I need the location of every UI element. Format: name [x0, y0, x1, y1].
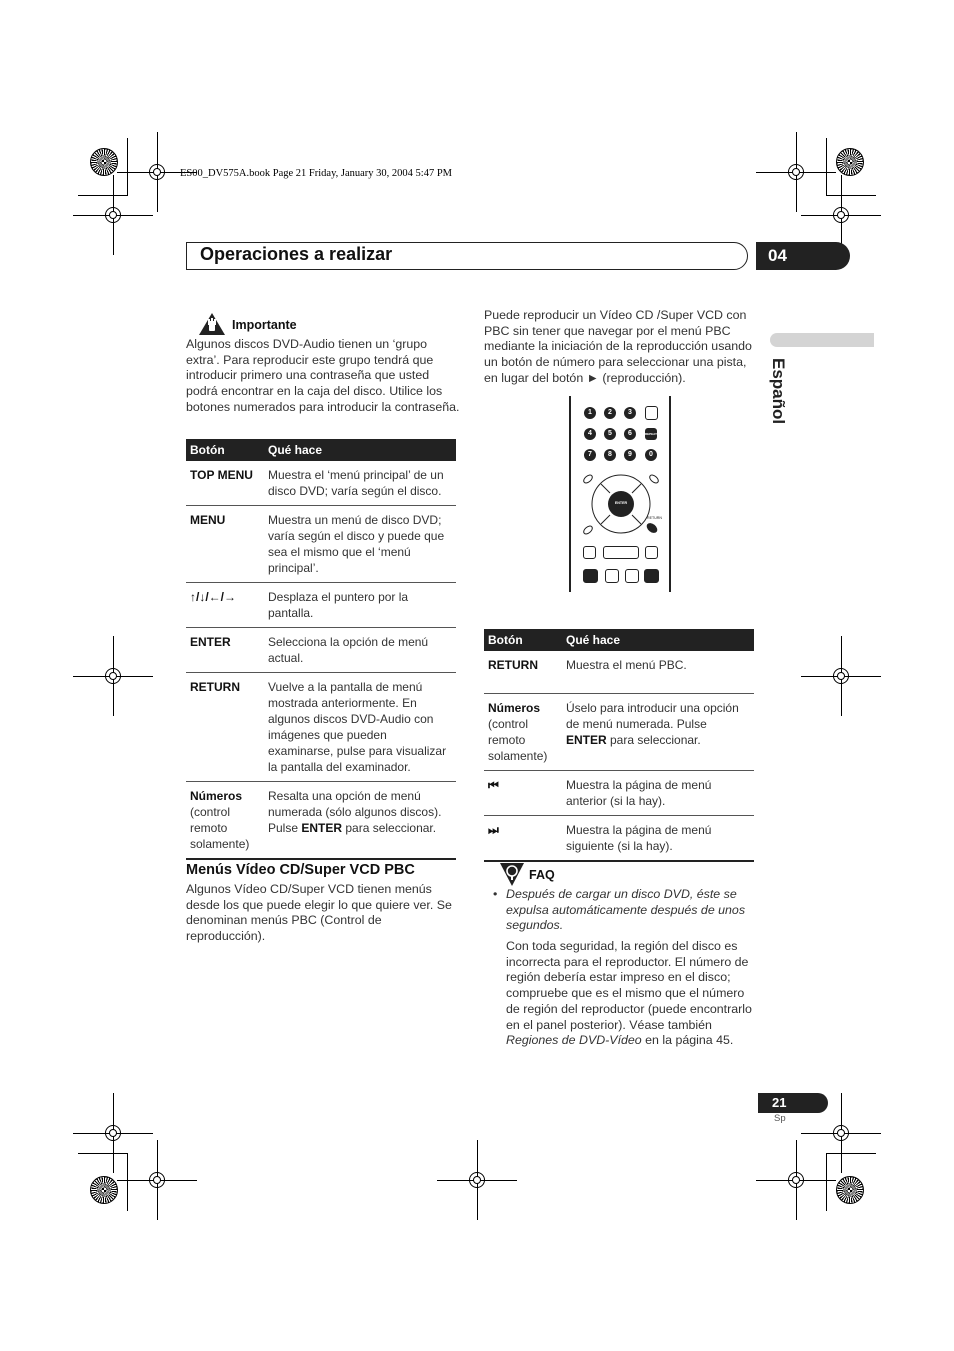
- table-row: [484, 694, 754, 771]
- table-header-row: [186, 439, 456, 461]
- table-row: [186, 782, 456, 860]
- digit-button: 1: [584, 407, 596, 419]
- faq-question: Después de cargar un disco DVD, éste se expulsa automáticamente después de unos segundos.: [506, 887, 746, 933]
- description-text: Resalta una opción de menú numerada (sólo algunos discos). Pulse: [268, 789, 442, 835]
- column-header: Qué hace: [562, 629, 754, 651]
- section-title: Menús Vídeo CD/Super VCD PBC: [186, 862, 415, 878]
- language-label: Español: [769, 358, 788, 425]
- pbc-buttons-table: [484, 629, 754, 862]
- answer-text: Con toda seguridad, la región del disco es incorrecta para el reproductor. El número de región debería estar impreso en el disco; compruebe que es el mismo que el número de región del reproductor (puede encontrarlo en el panel posterior). Véase también: [506, 939, 752, 1032]
- digit-button: 9: [624, 449, 636, 461]
- button-name: MENU: [186, 506, 264, 583]
- color-registration-rose: [836, 148, 864, 176]
- table-row: [186, 506, 456, 583]
- remote-button: [603, 546, 639, 559]
- column-header: Botón: [186, 439, 264, 461]
- remote-small-label: REPEAT: [645, 428, 657, 440]
- warning-hand-icon: [198, 312, 226, 336]
- digit-button: 7: [584, 449, 596, 461]
- prev-icon: ⏮: [484, 771, 562, 816]
- digit-button: 0: [645, 449, 657, 461]
- table-row: [186, 628, 456, 673]
- color-registration-rose: [90, 1176, 118, 1204]
- table-row: [186, 673, 456, 782]
- button-description: Muestra un menú de disco DVD; varía según el disco y puede que sea el mismo que el ‘menú principal’.: [264, 506, 456, 583]
- table-header-row: [484, 629, 754, 651]
- table-row: [484, 816, 754, 862]
- button-note: (control remoto solamente): [190, 805, 250, 851]
- next-button-icon: [644, 569, 659, 583]
- enter-label: ENTER: [614, 501, 628, 505]
- page-number: 21: [758, 1093, 828, 1113]
- button-name-cell: [484, 694, 562, 771]
- table-row: [484, 651, 754, 694]
- crop-mark: [826, 1153, 876, 1154]
- remote-button: [583, 546, 596, 559]
- button-description-cell: [264, 782, 456, 860]
- print-info-line: ES00_DV575A.book Page 21 Friday, January 30, 2004 5:47 PM: [180, 168, 453, 179]
- button-name: ENTER: [186, 628, 264, 673]
- chapter-title: Operaciones a realizar: [200, 244, 393, 264]
- crop-mark: [78, 1153, 128, 1154]
- direction-pad-icon: [579, 470, 663, 542]
- description-text: para seleccionar.: [606, 733, 701, 747]
- table-row: [186, 583, 456, 628]
- remote-button: [645, 546, 658, 559]
- button-description: Desplaza el puntero por la pantalla.: [264, 583, 456, 628]
- color-registration-rose: [836, 1176, 864, 1204]
- return-label: RETURN: [647, 516, 662, 520]
- digit-button: 2: [604, 407, 616, 419]
- table-row: [484, 771, 754, 816]
- pbc-intro-text: Puede reproducir un Vídeo CD /Super VCD con PBC sin tener que navegar por el menú PBC mediante la iniciación de la reproducción usando un botón de número para seleccionar una pista, en lugar del botón ► (reproducción).: [484, 308, 752, 385]
- button-description: Muestra el ‘menú principal’ de un disco DVD; varía según el disco.: [264, 461, 456, 506]
- button-description: Selecciona la opción de menú actual.: [264, 628, 456, 673]
- page-language-code: Sp: [774, 1113, 786, 1124]
- crop-mark: [78, 195, 128, 196]
- table-row: [186, 461, 456, 506]
- color-registration-rose: [90, 148, 118, 176]
- remote-button: [625, 569, 639, 583]
- description-bold: ENTER: [301, 821, 343, 835]
- answer-text: en la página 45.: [641, 1033, 734, 1048]
- menu-buttons-table: [186, 439, 456, 860]
- digit-button: 6: [624, 428, 636, 440]
- digit-button: 5: [604, 428, 616, 440]
- button-name-cell: [186, 782, 264, 860]
- column-header: Qué hace: [264, 439, 456, 461]
- crop-mark: [826, 1153, 827, 1211]
- prev-button-icon: [583, 569, 598, 583]
- section-text: Algunos Vídeo CD/Super VCD tienen menús desde los que puede elegir lo que quiere ver. Se denominan menús PBC (Control de reproducción).: [186, 882, 452, 944]
- description-text: para seleccionar.: [342, 821, 437, 835]
- remote-button: [645, 406, 658, 420]
- arrow-buttons-name: ↑/↓/←/→: [186, 583, 264, 628]
- button-name: RETURN: [484, 651, 562, 694]
- button-name: RETURN: [186, 673, 264, 782]
- description-text: Úselo para introducir una opción de menú numerada. Pulse: [566, 701, 739, 731]
- button-description: Muestra la página de menú anterior (si la hay).: [562, 771, 754, 816]
- crop-mark: [127, 1153, 128, 1211]
- language-tab: [770, 333, 874, 347]
- answer-reference: Regiones de DVD-Vídeo: [506, 1033, 642, 1048]
- button-description-cell: [562, 694, 754, 771]
- button-note: (control remoto solamente): [488, 717, 548, 763]
- crop-mark: [826, 138, 827, 196]
- faq-tip-icon: [499, 861, 525, 887]
- digit-button: 8: [604, 449, 616, 461]
- button-name: Números: [190, 789, 243, 803]
- button-description: Vuelve a la pantalla de menú mostrada anteriormente. En algunos discos DVD-Audio con imágenes que pueden examinarse, pulse para visualizar la pantalla del examinador.: [264, 673, 456, 782]
- crop-mark: [826, 195, 876, 196]
- button-description: Muestra el menú PBC.: [562, 651, 754, 694]
- description-bold: ENTER: [566, 733, 607, 747]
- faq-title: FAQ: [529, 868, 555, 882]
- chapter-number: 04: [756, 242, 850, 270]
- crop-mark: [127, 138, 128, 196]
- important-title: Importante: [232, 318, 297, 332]
- button-name: TOP MENU: [186, 461, 264, 506]
- digit-button: 3: [624, 407, 636, 419]
- remote-control-illustration: [569, 396, 673, 592]
- digit-button: 4: [584, 428, 596, 440]
- important-text: Algunos discos DVD-Audio tienen un ‘grupo extra’. Para reproducir este grupo tendrá que introducir primero una contraseña que usted podrá encontrar en la caja del disco. Utilice los botones numerados para introducir la contraseña.: [186, 337, 460, 414]
- button-description: Muestra la página de menú siguiente (si la hay).: [562, 816, 754, 862]
- next-icon: ⏭: [484, 816, 562, 862]
- button-name: Números: [488, 701, 541, 715]
- column-header: Botón: [484, 629, 562, 651]
- remote-button: [605, 569, 619, 583]
- bullet-dot: •: [493, 887, 498, 901]
- faq-answer: [506, 939, 760, 1049]
